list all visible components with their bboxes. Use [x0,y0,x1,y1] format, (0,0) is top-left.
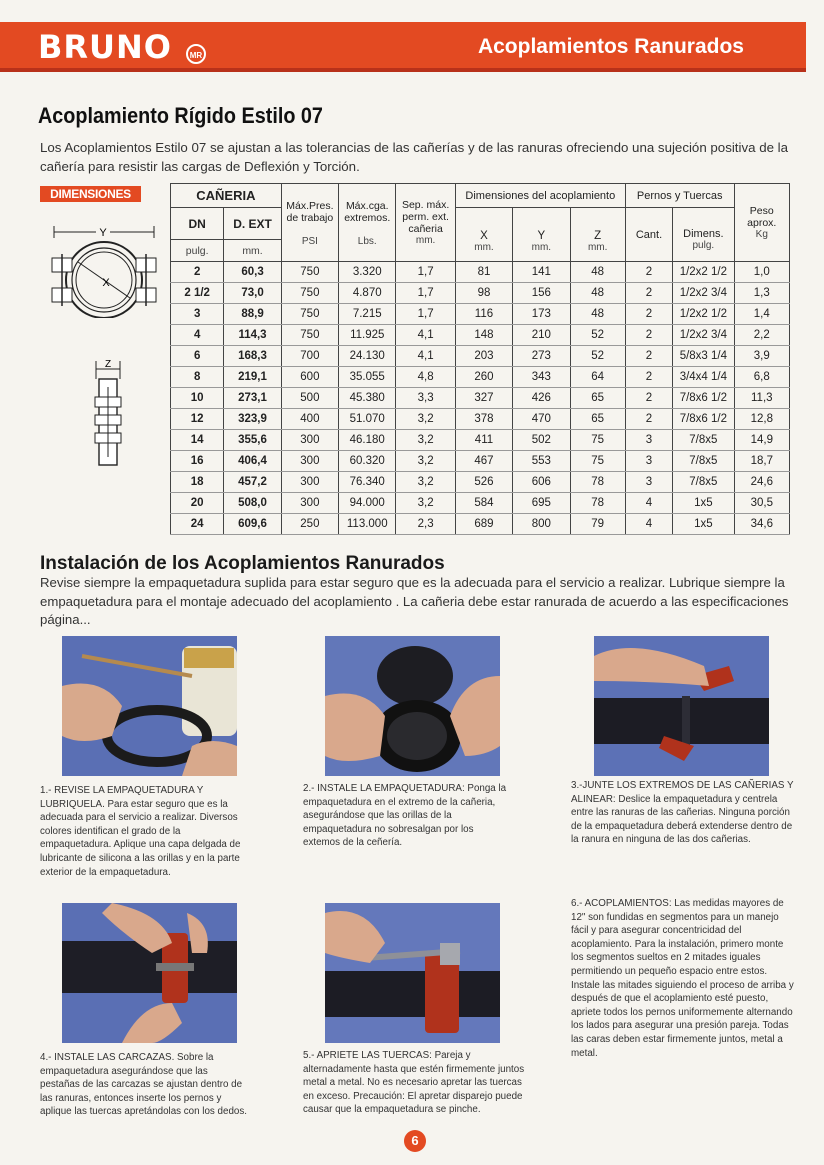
table-cell: 1,3 [734,283,789,304]
header-pres: Máx.Pres. de trabajo PSI [281,184,338,262]
table-cell: 300 [281,493,338,514]
table-cell: 20 [171,493,224,514]
table-cell: 378 [455,409,512,430]
table-cell: 3,9 [734,346,789,367]
table-cell: 7.215 [339,304,396,325]
step-4-text: 4.- INSTALE LAS CARCAZAS. Sobre la empaquetadura asegurándose que las pestañas de las carcazas se ajustan dentro de las ranuras, entonces inserte los pernos y aplique las tuercas apretándolas con los dedos. [40,1052,247,1118]
step5-photo [325,903,500,1043]
table-cell: 173 [513,304,570,325]
header-dims-group: Dimensiones del acoplamiento [455,184,625,208]
table-cell: 2 [625,367,672,388]
table-cell: 60,3 [224,262,281,283]
table-row [171,346,790,367]
table-cell: 800 [513,514,570,535]
table-cell: 11.925 [339,325,396,346]
table-cell: 11,3 [734,388,789,409]
table-cell: 35.055 [339,367,396,388]
table-cell: 4 [625,514,672,535]
table-cell: 75 [570,430,625,451]
table-cell: 3.320 [339,262,396,283]
table-cell: 10 [171,388,224,409]
table-cell: 300 [281,451,338,472]
table-cell: 3,2 [396,472,455,493]
header-dn: DN [171,208,224,240]
table-cell: 457,2 [224,472,281,493]
table-cell: 7/8x5 [673,472,734,493]
table-cell: 300 [281,430,338,451]
table-cell: 327 [455,388,512,409]
table-cell: 64 [570,367,625,388]
table-row [171,388,790,409]
table-cell: 4 [625,493,672,514]
table-cell: 1,4 [734,304,789,325]
table-cell: 2 1/2 [171,283,224,304]
table-cell: 400 [281,409,338,430]
diagram-y-label: Y [99,227,107,239]
table-cell: 12,8 [734,409,789,430]
table-cell: 98 [455,283,512,304]
table-row [171,493,790,514]
table-cell: 24,6 [734,472,789,493]
table-cell: 689 [455,514,512,535]
header-cga: Máx.cga. extremos. Lbs. [339,184,396,262]
table-cell: 34,6 [734,514,789,535]
table-row [171,472,790,493]
table-cell: 73,0 [224,283,281,304]
table-cell: 24 [171,514,224,535]
table-cell: 750 [281,304,338,325]
table-cell: 7/8x5 [673,430,734,451]
table-cell: 219,1 [224,367,281,388]
header-cant: Cant. [625,208,672,262]
table-cell: 88,9 [224,304,281,325]
table-cell: 1x5 [673,514,734,535]
table-cell: 203 [455,346,512,367]
table-cell: 1x5 [673,493,734,514]
table-row [171,430,790,451]
table-cell: 114,3 [224,325,281,346]
step-5-text: 5.- APRIETE LAS TUERCAS: Pareja y alternadamente hasta que estén firmemente juntos metal a metal. No es necesario apretar las tuercas en exceso. Precaución: El apretar disparejo puede causar que la empaquetadura se pinche. [303,1050,525,1116]
table-cell: 2 [625,325,672,346]
table-cell: 45.380 [339,388,396,409]
step2-photo [325,636,500,776]
table-cell: 2 [625,388,672,409]
table-cell: 52 [570,346,625,367]
table-cell: 65 [570,388,625,409]
table-cell: 4,8 [396,367,455,388]
table-cell: 78 [570,472,625,493]
table-cell: 14 [171,430,224,451]
table-cell: 4,1 [396,346,455,367]
table-cell: 2 [171,262,224,283]
dimensions-badge: DIMENSIONES [40,186,141,202]
table-cell: 1/2x2 1/2 [673,304,734,325]
table-cell: 508,0 [224,493,281,514]
table-cell: 1/2x2 1/2 [673,262,734,283]
table-cell: 3 [625,451,672,472]
table-cell: 48 [570,283,625,304]
table-cell: 2,2 [734,325,789,346]
table-cell: 584 [455,493,512,514]
table-cell: 75 [570,451,625,472]
table-cell: 3 [625,430,672,451]
table-cell: 300 [281,472,338,493]
header-caneria: CAÑERIA [171,184,282,208]
header-y: Y mm. [513,208,570,262]
page-title: Acoplamiento Rígido Estilo 07 [38,103,323,128]
table-cell: 65 [570,409,625,430]
table-cell: 7/8x6 1/2 [673,409,734,430]
table-cell: 1,7 [396,262,455,283]
table-cell: 3,2 [396,451,455,472]
table-cell: 606 [513,472,570,493]
table-cell: 14,9 [734,430,789,451]
coupling-front-diagram [44,218,164,318]
table-cell: 1/2x2 3/4 [673,325,734,346]
table-cell: 81 [455,262,512,283]
table-cell: 426 [513,388,570,409]
table-cell: 210 [513,325,570,346]
table-cell: 2 [625,283,672,304]
table-cell: 3,2 [396,409,455,430]
table-cell: 94.000 [339,493,396,514]
table-cell: 526 [455,472,512,493]
header-z: Z mm. [570,208,625,262]
step-3-text: 3.-JUNTE LOS EXTREMOS DE LAS CAÑERIAS Y ALINEAR: Deslice la empaquetadura y centrela entre las ranuras de las cañerias. Ninguna porción de la empaquetadura deberá extenderse dentro de la ranura en ninguna de las dos cañerias. [571,780,794,846]
table-cell: 51.070 [339,409,396,430]
table-cell: 500 [281,388,338,409]
table-cell: 148 [455,325,512,346]
table-cell: 553 [513,451,570,472]
table-cell: 355,6 [224,430,281,451]
table-cell: 7/8x6 1/2 [673,388,734,409]
step1-photo [62,636,237,776]
step4-photo [62,903,237,1043]
table-cell: 48 [570,262,625,283]
table-cell: 3,2 [396,430,455,451]
table-cell: 3/4x4 1/4 [673,367,734,388]
table-cell: 46.180 [339,430,396,451]
table-cell: 750 [281,325,338,346]
header-dext: D. EXT [224,208,281,240]
table-row [171,409,790,430]
table-cell: 250 [281,514,338,535]
table-row [171,325,790,346]
table-cell: 2 [625,346,672,367]
install-title: Instalación de los Acoplamientos Ranurados [40,553,445,574]
diagram-x-label: X [102,277,110,289]
table-cell: 4,1 [396,325,455,346]
table-cell: 156 [513,283,570,304]
table-cell: 79 [570,514,625,535]
header-banner [0,22,806,72]
intro-paragraph: Los Acoplamientos Estilo 07 se ajustan a las tolerancias de las cañerías y de las ranuras ofreciendo una sujeción positiva de la cañería para resistir las cargas de Deflexión y Torción. [40,140,789,174]
table-cell: 1,0 [734,262,789,283]
table-cell: 12 [171,409,224,430]
table-cell: 1,7 [396,304,455,325]
table-cell: 273 [513,346,570,367]
table-cell: 700 [281,346,338,367]
table-cell: 502 [513,430,570,451]
step-1-text: 1.- REVISE LA EMPAQUETADURA Y LUBRIQUELA. Para estar seguro que es la adecuada para el servicio a realizar. Diversos colores identifican el grado de la empaquetadura. Aplique una capa delgada de lubricante de silicona a las orillas y en la parte exterior de la empaquetadura. [40,785,241,878]
table-row [171,262,790,283]
table-cell: 470 [513,409,570,430]
page-number: 6 [404,1130,426,1152]
table-cell: 3 [171,304,224,325]
table-cell: 1/2x2 3/4 [673,283,734,304]
header-x: X mm. [455,208,512,262]
table-cell: 750 [281,283,338,304]
table-cell: 323,9 [224,409,281,430]
header-dn-unit: pulg. [171,240,224,262]
table-cell: 273,1 [224,388,281,409]
table-cell: 113.000 [339,514,396,535]
table-cell: 18 [171,472,224,493]
table-cell: 5/8x3 1/4 [673,346,734,367]
table-cell: 6,8 [734,367,789,388]
header-dimens: Dimens. pulg. [673,208,734,262]
table-cell: 6 [171,346,224,367]
table-cell: 52 [570,325,625,346]
step3-photo [594,636,769,776]
table-cell: 3,2 [396,493,455,514]
header-pernos-group: Pernos y Tuercas [625,184,734,208]
table-cell: 168,3 [224,346,281,367]
table-cell: 76.340 [339,472,396,493]
table-cell: 141 [513,262,570,283]
registered-mark: MR [186,44,206,64]
table-cell: 343 [513,367,570,388]
table-cell: 2 [625,262,672,283]
table-cell: 600 [281,367,338,388]
header-dext-unit: mm. [224,240,281,262]
dimensions-table [170,183,790,535]
step-6-text: 6.- ACOPLAMIENTOS: Las medidas mayores de 12" son fundidas en segmentos para un manejo fácil y para asegurar concentricidad del acoplamiento. Para la instalación, primero monte los segmentos sueltos en 2 mitades iguales permitiendo un pequeño espacio entre estos. Instale las mitades siguiendo el proceso de arriba y después de que el acoplamiento esté puesto, apriete todos los pernos uniformemente alternando los lados para asegurar una presión pareja. Todas las caras deben estar firmemente juntos, metal a metal. [571,898,794,1059]
header-sep: Sep. máx. perm. ext. cañeria mm. [396,184,455,262]
table-cell: 4.870 [339,283,396,304]
header-peso: Peso aprox. Kg [734,184,789,262]
table-cell: 467 [455,451,512,472]
table-cell: 8 [171,367,224,388]
diagram-z-label: Z [104,359,112,370]
table-cell: 750 [281,262,338,283]
table-row [171,451,790,472]
table-cell: 4 [171,325,224,346]
table-row [171,283,790,304]
table-cell: 2 [625,304,672,325]
brand-logo: BRUNO [38,28,172,66]
table-cell: 411 [455,430,512,451]
table-row [171,514,790,535]
table-row [171,367,790,388]
table-cell: 116 [455,304,512,325]
table-cell: 78 [570,493,625,514]
table-cell: 2,3 [396,514,455,535]
table-cell: 7/8x5 [673,451,734,472]
table-cell: 1,7 [396,283,455,304]
table-cell: 16 [171,451,224,472]
table-cell: 609,6 [224,514,281,535]
table-cell: 24.130 [339,346,396,367]
section-title: Acoplamientos Ranurados [477,35,744,58]
table-cell: 695 [513,493,570,514]
table-cell: 18,7 [734,451,789,472]
install-intro: Revise siempre la empaquetadura suplida para estar seguro que es la adecuada para el servicio a realizar. Lubrique siempre la empaquetadura para el montaje adecuado del acoplamiento . La cañeria debe estar ranurada de acuerdo a las especificaciones página... [40,575,789,627]
coupling-side-diagram [90,357,126,469]
table-cell: 2 [625,409,672,430]
table-row [171,304,790,325]
table-cell: 260 [455,367,512,388]
table-cell: 48 [570,304,625,325]
table-cell: 3 [625,472,672,493]
table-cell: 60.320 [339,451,396,472]
step-2-text: 2.- INSTALE LA EMPAQUETADURA: Ponga la empaquetadura en el extremo de la cañeria, asegurándose que las orillas de la empaquetadura no sobresalgan por los extemos de la ceñería. [303,783,507,849]
table-cell: 3,3 [396,388,455,409]
table-cell: 30,5 [734,493,789,514]
table-cell: 406,4 [224,451,281,472]
